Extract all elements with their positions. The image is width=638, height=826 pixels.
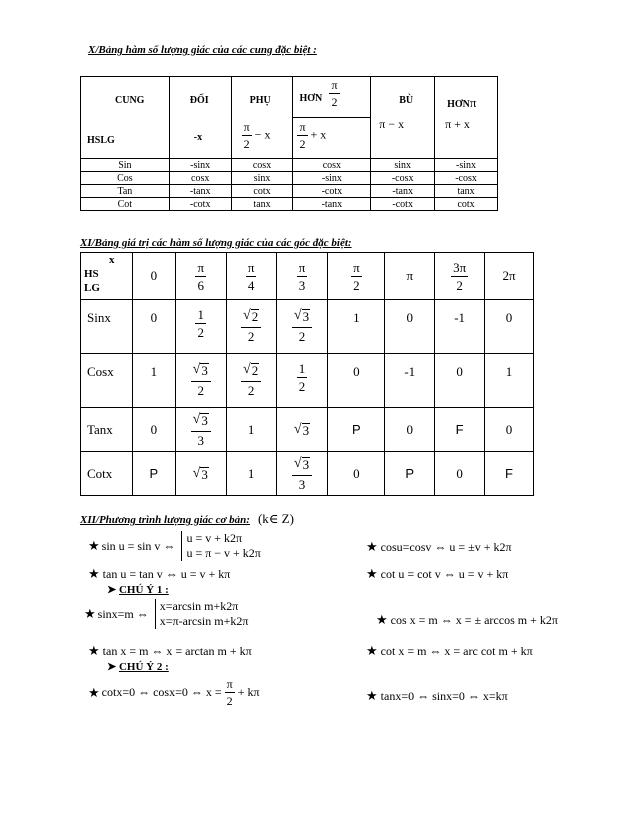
angle-2pi: 2π [485, 253, 534, 300]
hon-label: HƠN [299, 93, 323, 104]
hon-pi-label: HƠNπ [447, 95, 477, 110]
bu-arg: π − x [379, 117, 405, 131]
hslg-label: HSLG [87, 135, 115, 146]
note-2: ➤ CHÚ Ý 2 : [107, 661, 169, 673]
col-hon-pi [435, 77, 498, 159]
special-values-table [80, 252, 534, 496]
section-xii-title: XII/Phương trình lượng giác cơ bản: (k∈ Z) [80, 511, 294, 526]
corner-cell: x HS LG [81, 253, 133, 300]
special-arcs-table [80, 76, 498, 211]
angle-3pi-2: $\frac{3\pi}{2}$ [435, 253, 485, 300]
hon-pi-arg: π + x [445, 117, 470, 131]
star-icon: ★ [84, 606, 96, 621]
star-icon: ★ [88, 566, 100, 581]
cot-m-equation: ★ cot x = m ⇔ x = arc cot m + kπ [366, 643, 533, 658]
arrow-icon: ➤ [107, 584, 117, 596]
cot-equation: ★ cot u = cot v ⇔ u = v + kπ [366, 566, 509, 581]
star-icon: ★ [366, 566, 378, 581]
tan-equation: ★ tan u = tan v ⇔ u = v + kπ [88, 566, 231, 581]
star-icon: ★ [366, 688, 378, 703]
sin-m-equation: ★ sinx=m ⇔ x=arcsin m+k2π x=π-arcsin m+k2π [84, 599, 249, 628]
col-phu [231, 77, 293, 159]
bu-label: BÙ [399, 95, 414, 106]
cos-m-equation: ★ cos x = m ⇔ x = ± arccos m + k2π [376, 612, 558, 627]
col-doi [169, 77, 231, 159]
star-icon: ★ [88, 538, 100, 553]
star-icon: ★ [366, 643, 378, 658]
table-row: Sin -sinx cosx cosx sinx -sinx [81, 159, 498, 172]
table-row: Cosx 1 √ 3 2 √ 2 2 $\frac{1}{2}$ 0 -1 0 1 [81, 354, 534, 408]
tan-zero-equation: ★ tanx=0 ⇔ sinx=0 ⇔ x=kπ [366, 688, 508, 703]
corner-cell [81, 77, 170, 159]
table-row: Cot -cotx tanx -tanx -cotx cotx [81, 198, 498, 211]
k-note: (k∈ Z) [257, 511, 294, 526]
sin-equation: ★ sin u = sin v ⇔ u = v + k2π u = π − v + k2π [88, 531, 261, 560]
star-icon: ★ [88, 684, 100, 700]
cung-label: CUNG [115, 95, 145, 106]
angle-pi-3: $\frac{\pi}{3}$ [276, 253, 328, 300]
phu-arg: $\frac{\pi}{2}$ − x [243, 120, 271, 151]
star-icon: ★ [88, 643, 100, 658]
table-row: Sinx 0 $\frac{1}{2}$ √ 2 2 √ 3 2 1 0 -1 0 [81, 300, 534, 354]
angle-pi-2: $\frac{\pi}{2}$ [328, 253, 385, 300]
cos-equation: ★ cosu=cosv ⇔ u = ±v + k2π [366, 539, 512, 554]
doi-label: ĐỐI [189, 95, 209, 106]
doi-arg: -x [193, 132, 203, 143]
table-row: Tanx 0 √ 3 3 1 √ 3 P 0 F 0 [81, 408, 534, 452]
angle-0: 0 [132, 253, 175, 300]
note-1: ➤ CHÚ Ý 1 : [107, 584, 169, 596]
star-icon: ★ [376, 612, 388, 627]
angle-pi-4: $\frac{\pi}{4}$ [226, 253, 276, 300]
section-x-title: X/Bảng hàm số lượng giác của các cung đặc biệt : [88, 44, 317, 56]
section-xi-title: XI/Bảng giá trị các hàm số lượng giác của các góc đặc biệt: [80, 237, 352, 249]
table-row: Cos cosx sinx -sinx -cosx -cosx [81, 172, 498, 185]
col-hon-pi2 [293, 77, 371, 159]
phu-label: PHỤ [249, 95, 271, 106]
col-bu [371, 77, 435, 159]
table-row: Tan -tanx cotx -cotx -tanx tanx [81, 185, 498, 198]
table-row: Cotx P √ 3 1 √ 3 3 0 P 0 F [81, 452, 534, 496]
hon-pi2-arg: $\frac{\pi}{2}$ + x [299, 120, 327, 151]
arrow-icon: ➤ [107, 661, 117, 673]
angle-pi-6: $\frac{\pi}{6}$ [175, 253, 226, 300]
tan-m-equation: ★ tan x = m ⇔ x = arctan m + kπ [88, 643, 252, 658]
star-icon: ★ [366, 539, 378, 554]
angle-pi: π [385, 253, 435, 300]
cot-zero-equation: ★ cotx=0 ⇔ cosx=0 ⇔ x = $\frac{\pi}{2}$ + kπ [88, 677, 260, 708]
pi-over-2: $\frac{\pi}{2}$ [331, 78, 338, 109]
